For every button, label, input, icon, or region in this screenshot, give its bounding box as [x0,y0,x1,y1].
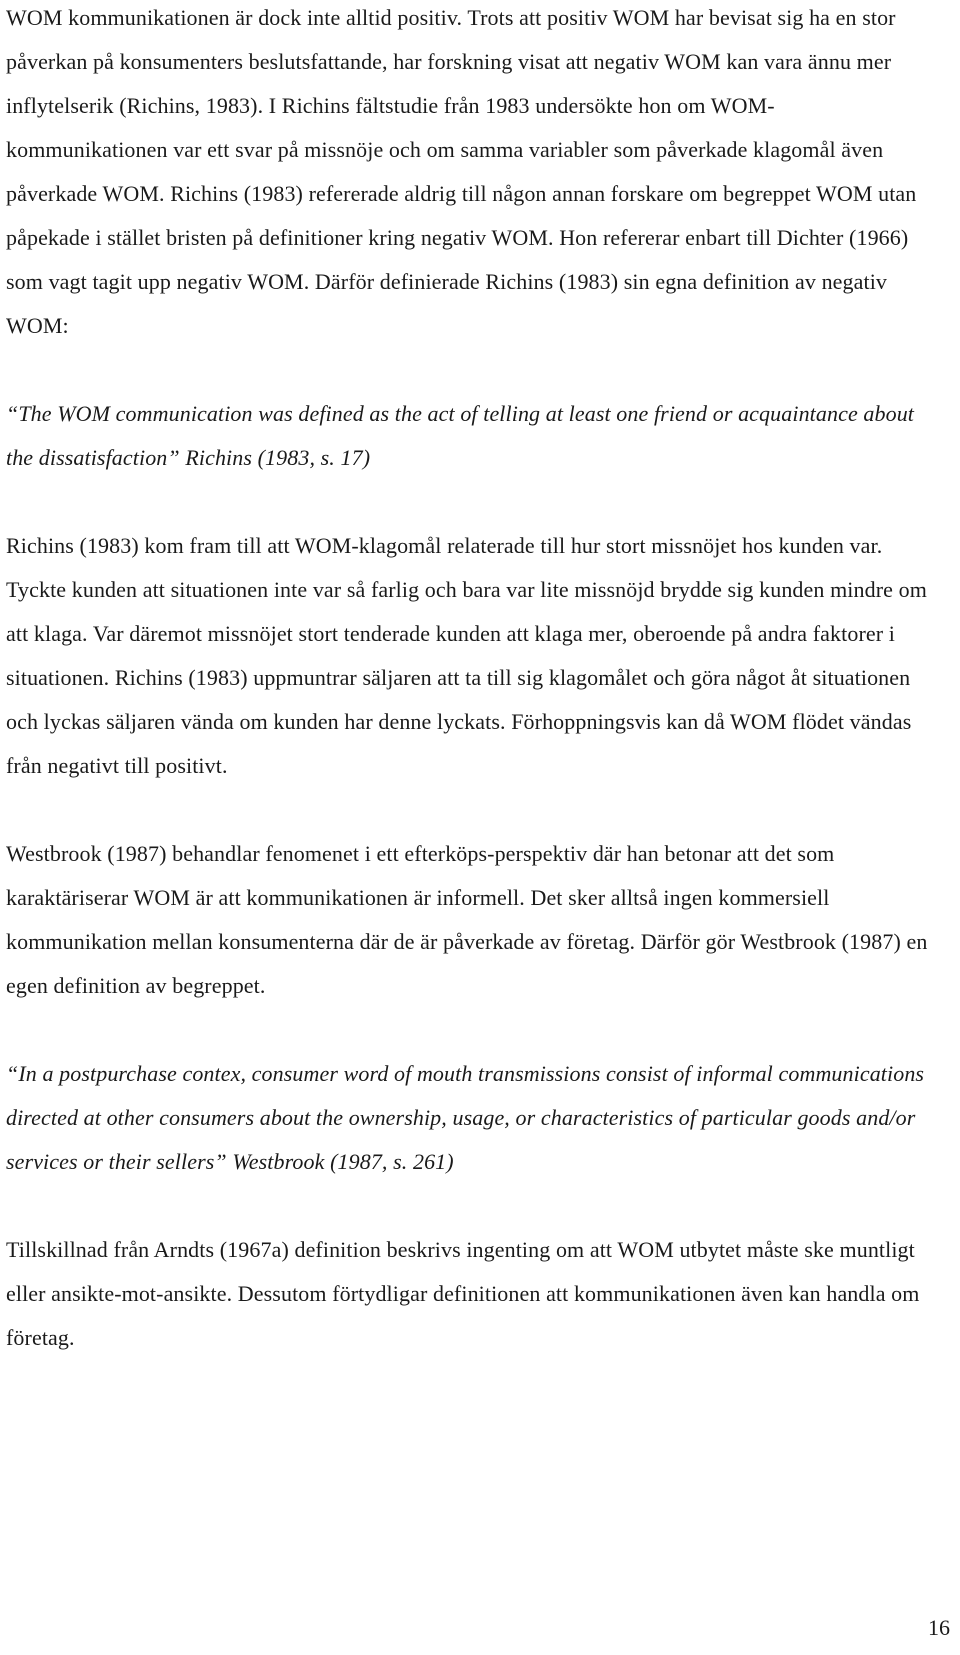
paragraph-arndt-comparison: Tillskillnad från Arndts (1967a) definition beskrivs ingenting om att WOM utbytet måste ske muntligt eller ansikte-mot-ansikte. Dessutom förtydligar definitionen att kommunikationen även kan handla om företag. [6,1237,920,1350]
quote-westbrook-definition: “In a postpurchase contex, consumer word of mouth transmissions consist of informal communications directed at other consumers about the ownership, usage, or characteristics of particular goods and/or services or their sellers” Westbrook (1987, s. 261) [6,1061,925,1174]
quote-richins-definition: “The WOM communication was defined as the act of telling at least one friend or acquaintance about the dissatisfaction” Richins (1983, s. 17) [6,401,915,470]
page-number: 16 [928,1615,950,1640]
paragraph-negative-wom: WOM kommunikationen är dock inte alltid positiv. Trots att positiv WOM har bevisat sig ha en stor påverkan på konsumenters beslutsfattande, har forskning visat att negativ WOM kan vara ännu mer inflytelserik (Richins, 1983). I Richins fältstudie från 1983 undersökte hon om WOM-kommunikationen var ett svar på missnöje och om samma variabler som påverkade klagomål även påverkade WOM. Richins (1983) refererade aldrig till någon annan forskare om begreppet WOM utan påpekade i stället bristen på definitioner kring negativ WOM. Hon refererar enbart till Dichter (1966) som vagt tagit upp negativ WOM. Därför definierade Richins (1983) sin egna definition av negativ WOM: [6,5,917,338]
paragraph-richins-findings: Richins (1983) kom fram till att WOM-klagomål relaterade till hur stort missnöjet hos kunden var. Tyckte kunden att situationen inte var så farlig och bara var lite missnöjd brydde sig kunden mindre om att klaga. Var däremot missnöjet stort tenderade kunden att klaga mer, oberoende på andra faktorer i situationen. Richins (1983) uppmuntrar säljaren att ta till sig klagomålet och göra något åt situationen och lyckas säljaren vända om kunden har denne lyckats. Förhoppningsvis kan då WOM flödet vändas från negativt till positivt. [6,533,927,778]
paragraph-westbrook: Westbrook (1987) behandlar fenomenet i ett efterköps-perspektiv där han betonar att det som karaktäriserar WOM är att kommunikationen är informell. Det sker alltså ingen kommersiell kommunikation mellan konsumenterna där de är påverkade av företag. Därför gör Westbrook (1987) en egen definition av begreppet. [6,841,928,998]
document-page [6,0,928,1360]
